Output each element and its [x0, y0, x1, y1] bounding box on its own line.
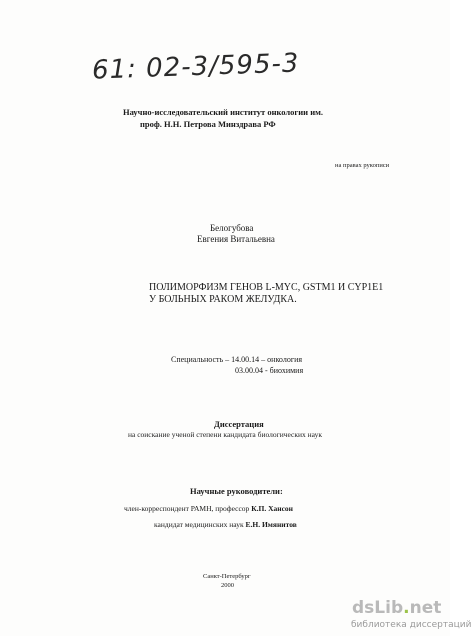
- logo-main: dsLib: [352, 598, 404, 618]
- supervisor-1: [124, 504, 293, 513]
- thesis-title-line-1: ПОЛИМОРФИЗМ ГЕНОВ L-MYC, GSTM1 И CYP1E1: [149, 282, 384, 293]
- handwritten-catalog-number: 61: 02-3/595-3: [91, 48, 300, 86]
- supervisor-2-name: Е.Н. Имянитов: [245, 520, 297, 529]
- supervisor-2: [154, 520, 297, 529]
- dslib-logo: [352, 598, 441, 618]
- logo-tld: net: [409, 598, 442, 618]
- logo-dot: .: [403, 598, 410, 618]
- thesis-title-line-2: У БОЛЬНЫХ РАКОМ ЖЕЛУДКА.: [149, 294, 297, 305]
- institute-line-2: проф. Н.Н. Петрова Минздрава РФ: [140, 119, 276, 129]
- specialty-line-1: Специальность – 14.00.14 – онкология: [171, 355, 303, 364]
- year: 2000: [221, 582, 234, 589]
- supervisor-2-role: кандидат медицинских наук: [154, 520, 244, 529]
- dissertation-label: Диссертация: [214, 419, 264, 429]
- author-first-name: Евгения Витальевна: [197, 234, 275, 244]
- specialty-line-2: 03.00.04 - биохимия: [235, 366, 304, 375]
- city: Санкт-Петербург: [203, 573, 251, 580]
- rights-note: на правах рукописи: [335, 162, 390, 169]
- supervisor-1-name: К.П. Хансон: [251, 504, 293, 513]
- dslib-tagline: библиотека диссертаций: [351, 620, 471, 630]
- institute-line-1: Научно-исследовательский институт онкологии им.: [123, 107, 324, 117]
- degree-line: на соискание ученой степени кандидата биологических наук: [128, 430, 322, 439]
- supervisor-1-role: член-корреспондент РАМН, профессор: [124, 504, 250, 513]
- supervisors-heading: Научные руководители:: [190, 486, 283, 496]
- author-last-name: Белогубова: [210, 223, 254, 233]
